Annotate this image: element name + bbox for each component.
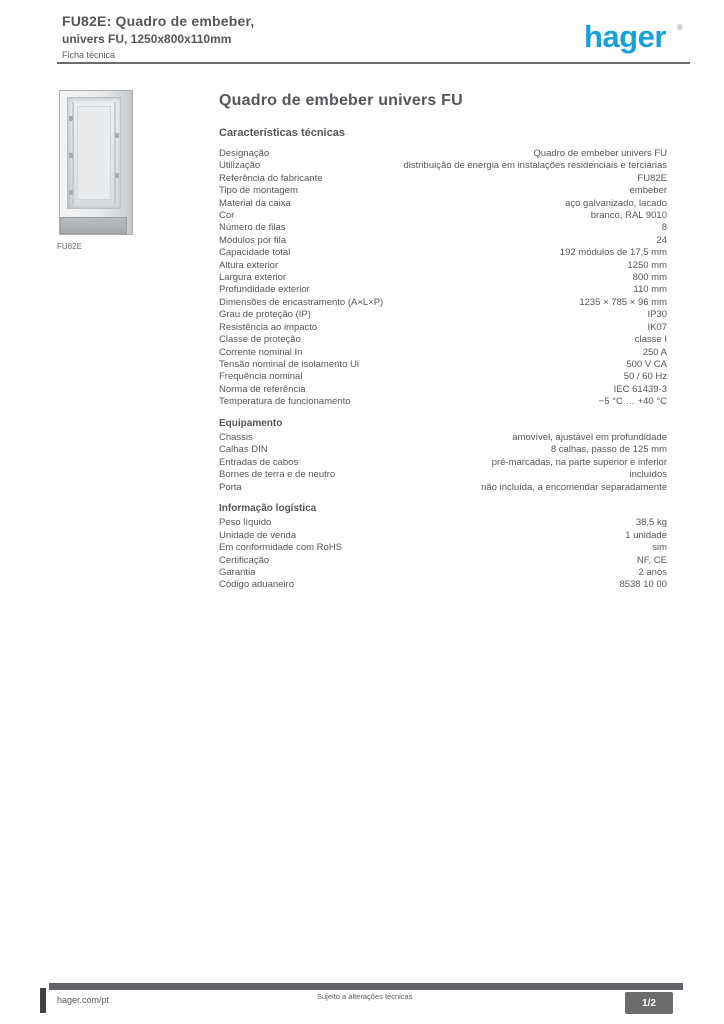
- spec-value: incluídos: [629, 469, 667, 481]
- spec-label: Entradas de cabos: [219, 456, 299, 468]
- hinge-icon: [115, 173, 119, 178]
- spec-label: Grau de proteção (IP): [219, 309, 311, 321]
- spec-row: [219, 444, 667, 456]
- spec-row: [219, 185, 667, 197]
- spec-label: Temperatura de funcionamento: [219, 396, 351, 408]
- enclosure-body: [59, 90, 133, 235]
- spec-value: amovível, ajustável em profundidade: [512, 431, 667, 443]
- spec-value: 50 / 60 Hz: [623, 371, 667, 383]
- spec-row: [219, 384, 667, 396]
- page-title: Quadro de embeber univers FU: [219, 92, 463, 109]
- spec-row: [219, 347, 667, 359]
- spec-label: Dimensões de encastramento (A×L×P): [219, 296, 384, 308]
- spec-row: [219, 457, 667, 469]
- spec-value: 2 anos: [638, 567, 667, 578]
- spec-label: Porta: [219, 481, 242, 493]
- spec-label: Unidade de venda: [219, 529, 297, 541]
- spec-label: Largura exterior: [219, 272, 287, 284]
- header-product-title-line2: univers FU, 1250x800x110mm: [62, 32, 232, 46]
- spec-row: [219, 579, 667, 591]
- enclosure-cavity: [67, 97, 121, 209]
- spec-row: [219, 371, 667, 383]
- spec-value: não incluída, a encomendar separadamente: [481, 481, 667, 493]
- spec-row: [219, 309, 667, 321]
- header-product-title-line1: FU82E: Quadro de embeber,: [62, 13, 255, 29]
- spec-label: Calhas DIN: [219, 444, 268, 456]
- page-number-badge: 1/2: [625, 992, 673, 1014]
- spec-label: Peso líquido: [219, 517, 272, 529]
- spec-value: 8: [661, 222, 667, 234]
- spec-label: Cor: [219, 210, 235, 222]
- spec-value: FU82E: [637, 172, 667, 184]
- spec-row: [219, 148, 667, 160]
- spec-value: IP30: [647, 309, 667, 321]
- spec-label: Código aduaneiro: [219, 579, 295, 591]
- spec-row: [219, 555, 667, 567]
- spec-label: Utilização: [219, 160, 261, 172]
- spec-row: [219, 284, 667, 296]
- footer-divider: [49, 983, 683, 990]
- spec-label: Classe de proteção: [219, 334, 301, 346]
- spec-value: 192 módulos de 17,5 mm: [559, 247, 667, 259]
- spec-value: pré-marcadas, na parte superior e inferior: [491, 456, 667, 468]
- spec-row: [219, 198, 667, 210]
- spec-value: 110 mm: [633, 284, 667, 296]
- hinge-icon: [69, 153, 73, 158]
- spec-value: NF, CE: [636, 554, 667, 566]
- spec-label: Tensão nominal de isolamento Ui: [219, 358, 359, 370]
- spec-label: Módulos por fila: [219, 234, 287, 246]
- spec-label: Tipo de montagem: [219, 185, 298, 197]
- enclosure-back-panel: [77, 106, 111, 200]
- spec-value: branco, RAL 9010: [590, 210, 667, 222]
- spec-value: 1 unidade: [625, 529, 667, 541]
- spec-value: classe I: [634, 334, 667, 346]
- spec-value: 250 A: [642, 346, 667, 358]
- header-divider: [57, 62, 690, 64]
- spec-value: 38,5 kg: [635, 517, 667, 529]
- spec-value: 24: [656, 234, 667, 246]
- spec-value: 8538 10 00: [619, 579, 667, 591]
- spec-group-heading: Informação logística: [219, 502, 317, 514]
- spec-row: [219, 482, 667, 494]
- spec-label: Frequência nominal: [219, 371, 303, 383]
- spec-row: [219, 210, 667, 222]
- spec-row: [219, 322, 667, 334]
- spec-row: [219, 567, 667, 579]
- hager-logo: hager: [584, 19, 666, 54]
- spec-row: [219, 235, 667, 247]
- spec-row: [219, 260, 667, 272]
- spec-value: 500 V CA: [626, 358, 667, 370]
- spec-table: [219, 148, 667, 592]
- spec-row: [219, 222, 667, 234]
- spec-label: Profundidade exterior: [219, 284, 310, 296]
- website-link[interactable]: hager.com/pt: [57, 995, 110, 1005]
- spec-label: Garantia: [219, 567, 256, 578]
- footer-edge-tab: [40, 988, 46, 1013]
- spec-label: Referência do fabricante: [219, 172, 323, 184]
- enclosure-plinth: [60, 217, 127, 234]
- spec-label: Em conformidade com RoHS: [219, 542, 343, 554]
- spec-value: distribuição de energia em instalações residenciais e terciárias: [403, 160, 667, 172]
- spec-label: Resistência ao impacto: [219, 321, 318, 333]
- spec-row: [219, 272, 667, 284]
- spec-value: 8 calhas, passo de 125 mm: [550, 444, 667, 456]
- spec-group-heading: Equipamento: [219, 417, 283, 429]
- spec-value: IK07: [647, 321, 667, 333]
- spec-row: [219, 297, 667, 309]
- spec-row: [219, 432, 667, 444]
- product-photo: [57, 88, 140, 235]
- spec-value: 800 mm: [632, 272, 667, 284]
- spec-label: Designação: [219, 148, 270, 159]
- spec-row: [219, 247, 667, 259]
- spec-value: sim: [652, 542, 667, 554]
- spec-value: 1250 mm: [627, 259, 667, 271]
- hinge-icon: [69, 116, 73, 121]
- spec-row: [219, 530, 667, 542]
- spec-value: 1235 × 785 × 96 mm: [579, 296, 667, 308]
- spec-label: Norma de referência: [219, 383, 306, 395]
- technical-characteristics-heading: Características técnicas: [219, 127, 345, 139]
- enclosure-rail-right: [114, 102, 116, 204]
- spec-row: [219, 173, 667, 185]
- registered-trademark-icon: ®: [677, 23, 683, 32]
- spec-row: [219, 542, 667, 554]
- spec-row: [219, 334, 667, 346]
- product-reference-caption: FU82E: [57, 242, 82, 251]
- spec-label: Capacidade total: [219, 247, 291, 259]
- spec-value: −5 °C … +40 °C: [598, 396, 667, 408]
- spec-label: Número de filas: [219, 222, 286, 234]
- spec-row: [219, 517, 667, 529]
- spec-value: IEC 61439-3: [613, 383, 667, 395]
- footer-note: Sujeito a alterações técnicas: [317, 992, 413, 1001]
- spec-label: Corrente nominal In: [219, 346, 303, 358]
- spec-row: [219, 160, 667, 172]
- spec-label: Altura exterior: [219, 259, 279, 271]
- spec-label: Certificação: [219, 554, 270, 566]
- header-doc-type: Ficha técnica: [62, 50, 116, 60]
- spec-label: Bornes de terra e de neutro: [219, 469, 336, 481]
- hinge-icon: [69, 190, 73, 195]
- spec-value: embeber: [629, 185, 667, 197]
- spec-row: [219, 359, 667, 371]
- spec-label: Chassis: [219, 431, 253, 443]
- spec-row: [219, 469, 667, 481]
- spec-label: Material da caixa: [219, 197, 291, 209]
- hinge-icon: [115, 133, 119, 138]
- spec-value: Quadro de embeber univers FU: [533, 148, 667, 159]
- spec-row: [219, 396, 667, 408]
- spec-value: aço galvanizado, lacado: [565, 197, 667, 209]
